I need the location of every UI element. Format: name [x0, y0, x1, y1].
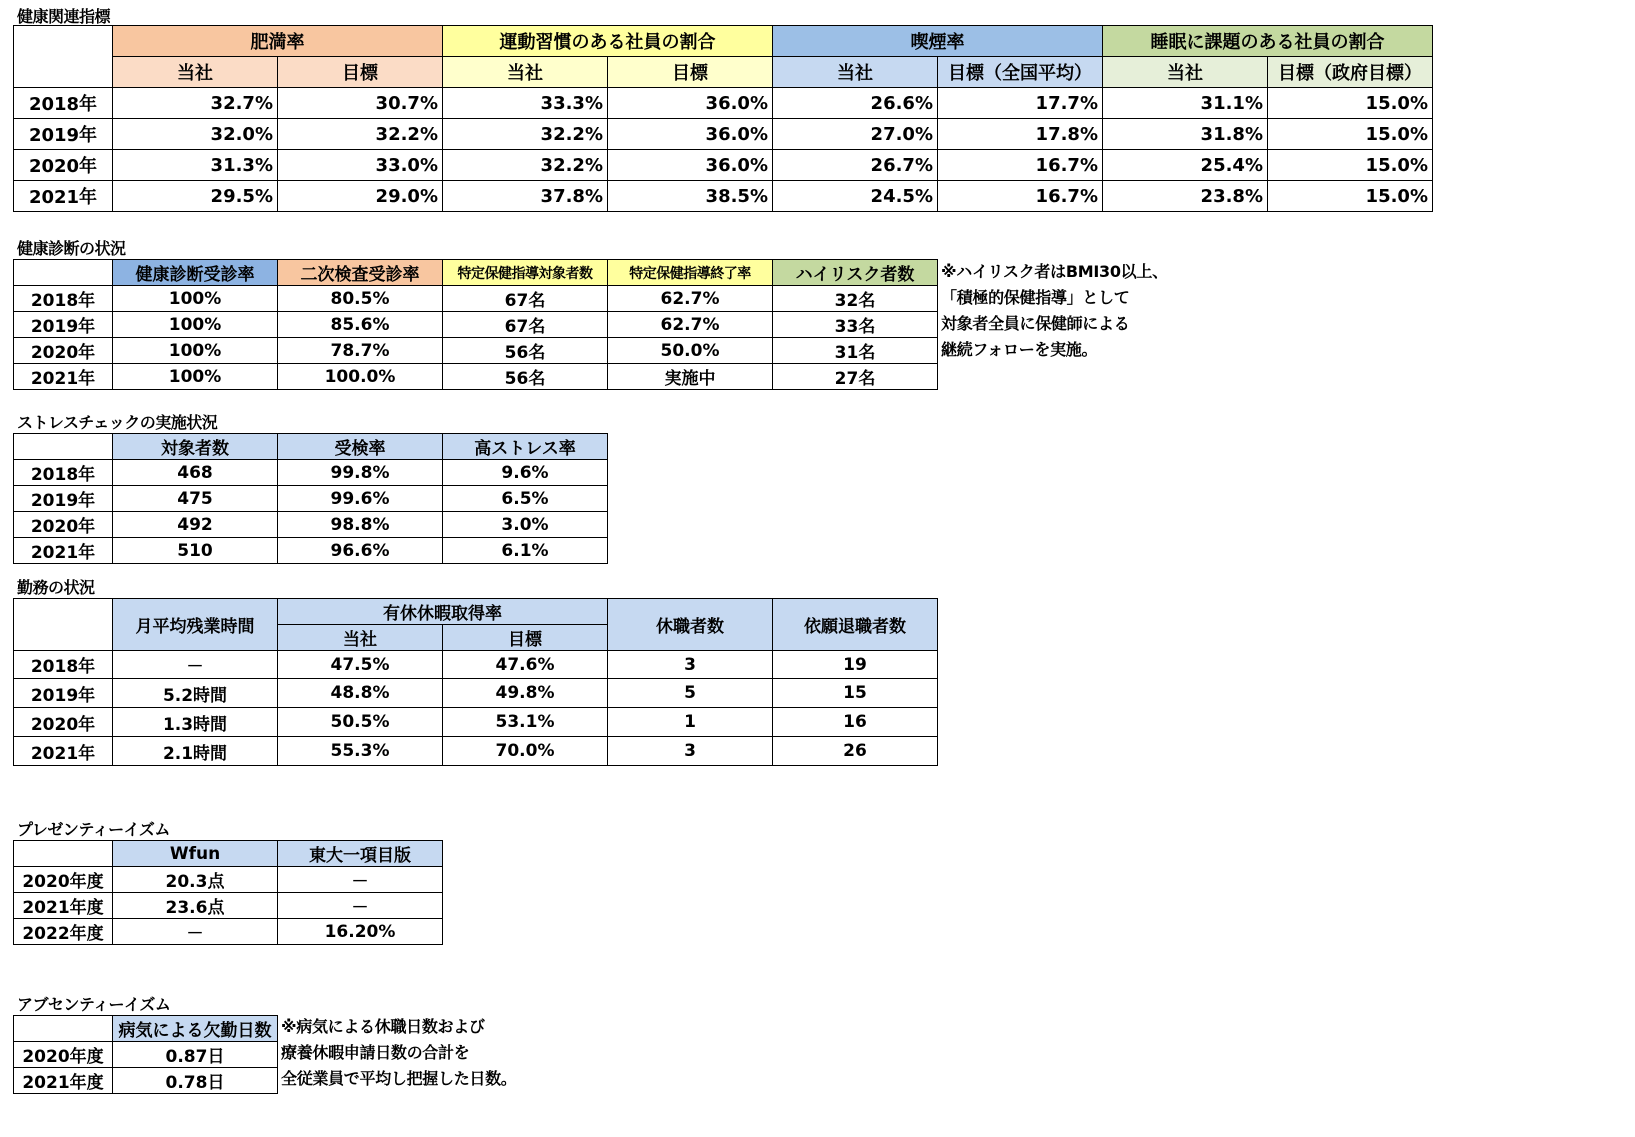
value-cell: 実施中 — [608, 364, 773, 390]
value-cell: 16 — [773, 708, 938, 737]
table-row — [14, 486, 608, 512]
value-cell: 475 — [113, 486, 278, 512]
value-cell: 26.6% — [773, 88, 938, 119]
sub-header: 目標（政府目標） — [1268, 57, 1433, 88]
table-row — [14, 364, 938, 390]
value-cell: 31.8% — [1103, 119, 1268, 150]
note-line: 継続フォローを実施。 — [941, 340, 1098, 359]
value-cell: 15.0% — [1268, 181, 1433, 212]
sub-header: 当社 — [1103, 57, 1268, 88]
year-cell: 2021年 — [14, 737, 113, 766]
value-cell: 15.0% — [1268, 88, 1433, 119]
value-cell: 36.0% — [608, 150, 773, 181]
year-cell: 2021年 — [14, 538, 113, 564]
value-cell: 492 — [113, 512, 278, 538]
value-cell: 31名 — [773, 338, 938, 364]
value-cell: 49.8% — [443, 679, 608, 708]
table-row — [14, 867, 443, 893]
table-row — [14, 708, 938, 737]
value-cell: 78.7% — [278, 338, 443, 364]
section3-title: ストレスチェックの実施状況 — [17, 413, 218, 432]
absence-note — [281, 1014, 517, 1092]
work-status-table — [13, 598, 938, 766]
value-cell: 80.5% — [278, 286, 443, 312]
value-cell: 23.6点 — [113, 893, 278, 919]
value-cell: 468 — [113, 460, 278, 486]
value-cell: 17.8% — [938, 119, 1103, 150]
value-cell: 510 — [113, 538, 278, 564]
header-cell: 対象者数 — [113, 434, 278, 460]
value-cell: 62.7% — [608, 286, 773, 312]
table-row — [14, 181, 1433, 212]
value-cell: 0.87日 — [113, 1042, 278, 1068]
presenteeism-table — [13, 840, 443, 945]
value-cell: 26 — [773, 737, 938, 766]
value-cell: 62.7% — [608, 312, 773, 338]
value-cell: － — [113, 651, 278, 679]
value-cell: 6.5% — [443, 486, 608, 512]
table-row — [14, 460, 608, 486]
value-cell: 0.78日 — [113, 1068, 278, 1094]
value-cell: 24.5% — [773, 181, 938, 212]
group-sleep: 睡眠に課題のある社員の割合 — [1103, 26, 1433, 57]
table-row — [14, 919, 443, 945]
year-cell: 2020年度 — [14, 1042, 113, 1068]
year-cell: 2020年 — [14, 338, 113, 364]
header-resign: 依願退職者数 — [773, 599, 938, 651]
header-absence: 休職者数 — [608, 599, 773, 651]
value-cell: 53.1% — [443, 708, 608, 737]
note-line: 療養休暇申請日数の合計を — [281, 1043, 470, 1062]
year-cell: 2019年 — [14, 312, 113, 338]
sub-header: 目標 — [443, 625, 608, 651]
corner-cell — [14, 841, 113, 867]
value-cell: 23.8% — [1103, 181, 1268, 212]
table-row — [14, 512, 608, 538]
year-cell: 2021年 — [14, 364, 113, 390]
value-cell: 15 — [773, 679, 938, 708]
value-cell: 47.5% — [278, 651, 443, 679]
health-indicators-table — [13, 25, 1433, 212]
note-line: ※病気による休職日数および — [281, 1017, 485, 1036]
value-cell: 100% — [113, 338, 278, 364]
table-row — [14, 893, 443, 919]
sub-header: 当社 — [113, 57, 278, 88]
value-cell: 85.6% — [278, 312, 443, 338]
value-cell: 25.4% — [1103, 150, 1268, 181]
header-leave: 有休休暇取得率 — [278, 599, 608, 625]
group-smoking: 喫煙率 — [773, 26, 1103, 57]
table-row — [14, 312, 938, 338]
value-cell: 1 — [608, 708, 773, 737]
value-cell: 16.7% — [938, 181, 1103, 212]
value-cell: 37.8% — [443, 181, 608, 212]
corner-cell — [14, 26, 113, 88]
header-cell: 高ストレス率 — [443, 434, 608, 460]
value-cell: 27.0% — [773, 119, 938, 150]
value-cell: 100% — [113, 364, 278, 390]
value-cell: 70.0% — [443, 737, 608, 766]
year-cell: 2021年 — [14, 181, 113, 212]
header-cell: 受検率 — [278, 434, 443, 460]
table-row — [14, 651, 938, 679]
year-cell: 2019年 — [14, 119, 113, 150]
sub-header: 目標（全国平均） — [938, 57, 1103, 88]
table-row — [14, 150, 1433, 181]
year-cell: 2021年度 — [14, 893, 113, 919]
corner-cell — [14, 260, 113, 286]
corner-cell — [14, 1016, 113, 1042]
value-cell: 99.6% — [278, 486, 443, 512]
table-row — [14, 737, 938, 766]
year-cell: 2021年度 — [14, 1068, 113, 1094]
absenteeism-table — [13, 1015, 278, 1094]
group-obesity: 肥満率 — [113, 26, 443, 57]
header-cell: 東大一項目版 — [278, 841, 443, 867]
value-cell: 100% — [113, 312, 278, 338]
year-cell: 2020年 — [14, 150, 113, 181]
value-cell: 100.0% — [278, 364, 443, 390]
value-cell: 67名 — [443, 312, 608, 338]
value-cell: 36.0% — [608, 88, 773, 119]
value-cell: 17.7% — [938, 88, 1103, 119]
value-cell: 5 — [608, 679, 773, 708]
year-cell: 2020年度 — [14, 867, 113, 893]
note-line: ※ハイリスク者はBMI30以上、 — [941, 262, 1168, 281]
table-row — [14, 286, 938, 312]
note-line: 全従業員で平均し把握した日数。 — [281, 1069, 517, 1088]
sub-header: 当社 — [443, 57, 608, 88]
stress-check-table — [13, 433, 608, 564]
year-cell: 2020年 — [14, 708, 113, 737]
sub-header: 目標 — [278, 57, 443, 88]
value-cell: 27名 — [773, 364, 938, 390]
table-row — [14, 88, 1433, 119]
value-cell: 56名 — [443, 364, 608, 390]
value-cell: 33.0% — [278, 150, 443, 181]
value-cell: 9.6% — [443, 460, 608, 486]
value-cell: 2.1時間 — [113, 737, 278, 766]
value-cell: 16.7% — [938, 150, 1103, 181]
corner-cell — [14, 434, 113, 460]
value-cell: 33名 — [773, 312, 938, 338]
value-cell: 29.0% — [278, 181, 443, 212]
value-cell: 15.0% — [1268, 150, 1433, 181]
value-cell: 26.7% — [773, 150, 938, 181]
sub-header: 目標 — [608, 57, 773, 88]
value-cell: 67名 — [443, 286, 608, 312]
value-cell: 55.3% — [278, 737, 443, 766]
value-cell: 19 — [773, 651, 938, 679]
header-cell: Wfun — [113, 841, 278, 867]
value-cell: 50.5% — [278, 708, 443, 737]
value-cell: 100% — [113, 286, 278, 312]
value-cell: 6.1% — [443, 538, 608, 564]
corner-cell — [14, 599, 113, 651]
table-row — [14, 1068, 278, 1094]
year-cell: 2019年 — [14, 486, 113, 512]
year-cell: 2018年 — [14, 651, 113, 679]
note-line: 「積極的保健指導」として — [941, 288, 1130, 307]
sub-header: 当社 — [773, 57, 938, 88]
sub-header: 当社 — [278, 625, 443, 651]
value-cell: 98.8% — [278, 512, 443, 538]
header-cell: 二次検査受診率 — [278, 260, 443, 286]
year-cell: 2020年 — [14, 512, 113, 538]
section6-title: アブセンティーイズム — [17, 995, 171, 1014]
value-cell: 32.2% — [278, 119, 443, 150]
value-cell: 50.0% — [608, 338, 773, 364]
value-cell: 3 — [608, 651, 773, 679]
value-cell: 31.1% — [1103, 88, 1268, 119]
table-row — [14, 338, 938, 364]
group-exercise: 運動習慣のある社員の割合 — [443, 26, 773, 57]
value-cell: 32名 — [773, 286, 938, 312]
value-cell: 3 — [608, 737, 773, 766]
year-cell: 2022年度 — [14, 919, 113, 945]
year-cell: 2018年 — [14, 460, 113, 486]
value-cell: 3.0% — [443, 512, 608, 538]
table-row — [14, 679, 938, 708]
value-cell: 31.3% — [113, 150, 278, 181]
year-cell: 2019年 — [14, 679, 113, 708]
value-cell: 5.2時間 — [113, 679, 278, 708]
value-cell: 47.6% — [443, 651, 608, 679]
value-cell: － — [113, 919, 278, 945]
value-cell: 48.8% — [278, 679, 443, 708]
section2-title: 健康診断の状況 — [17, 239, 126, 258]
value-cell: 56名 — [443, 338, 608, 364]
value-cell: 33.3% — [443, 88, 608, 119]
value-cell: 30.7% — [278, 88, 443, 119]
value-cell: 29.5% — [113, 181, 278, 212]
value-cell: 38.5% — [608, 181, 773, 212]
header-cell: 特定保健指導対象者数 — [443, 260, 608, 286]
health-checkup-table — [13, 259, 938, 390]
table-row — [14, 538, 608, 564]
value-cell: 36.0% — [608, 119, 773, 150]
table-row — [14, 119, 1433, 150]
value-cell: 20.3点 — [113, 867, 278, 893]
value-cell: 32.0% — [113, 119, 278, 150]
section4-title: 勤務の状況 — [17, 578, 95, 597]
year-cell: 2018年 — [14, 286, 113, 312]
value-cell: 32.2% — [443, 119, 608, 150]
header-cell: 特定保健指導終了率 — [608, 260, 773, 286]
section5-title: プレゼンティーイズム — [17, 820, 170, 839]
section1-title: 健康関連指標 — [17, 7, 111, 26]
value-cell: 96.6% — [278, 538, 443, 564]
value-cell: 32.2% — [443, 150, 608, 181]
header-overtime: 月平均残業時間 — [113, 599, 278, 651]
header-cell: 健康診断受診率 — [113, 260, 278, 286]
header-cell: 病気による欠勤日数 — [113, 1016, 278, 1042]
value-cell: 32.7% — [113, 88, 278, 119]
value-cell: 15.0% — [1268, 119, 1433, 150]
high-risk-note — [941, 259, 1168, 363]
value-cell: 99.8% — [278, 460, 443, 486]
header-cell: ハイリスク者数 — [773, 260, 938, 286]
year-cell: 2018年 — [14, 88, 113, 119]
value-cell: 16.20% — [278, 919, 443, 945]
note-line: 対象者全員に保健師による — [941, 314, 1130, 333]
value-cell: － — [278, 867, 443, 893]
table-row — [14, 1042, 278, 1068]
value-cell: 1.3時間 — [113, 708, 278, 737]
value-cell: － — [278, 893, 443, 919]
